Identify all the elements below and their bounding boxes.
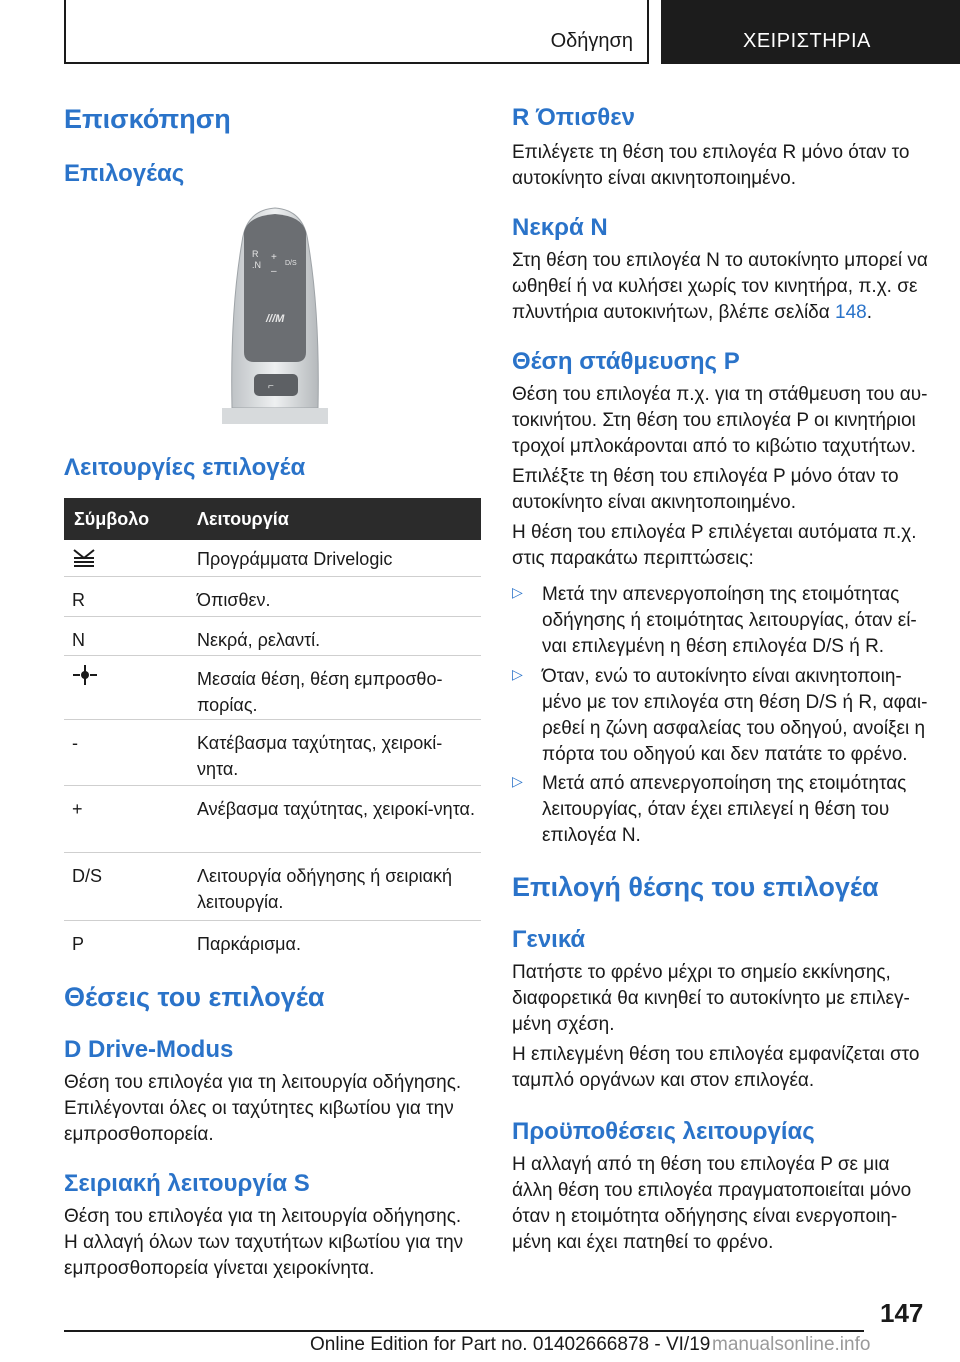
- neutral-text: Στη θέση του επιλογέα N το αυτοκίνητο μπορεί να ωθηθεί ή να κυλήσει χωρίς τον κινητήρα, π.χ. σε πλυντήρια αυτοκινήτων, βλέπε σελίδα 148.: [512, 250, 928, 323]
- general-text-2: Η επιλεγμένη θέση του επιλογέα εμφανίζεται στο ταμπλό οργάνων και στον επιλογέα.: [512, 1044, 920, 1091]
- table-row: [64, 921, 481, 963]
- list-item-text: Όταν, ενώ το αυτοκίνητο είναι ακινητοποιη-μένο με τον επιλογέα στη θέση D/S ή R, αφαι-ρεθεί η ζώνη ασφαλείας του οδηγού, ανοίξει η πόρτα του οδηγού και δεν πατάτε το φρένο.: [542, 666, 928, 765]
- reverse-heading: R Όπισθεν: [512, 104, 635, 131]
- table-row: [64, 656, 481, 720]
- table-cell-function: Μεσαία θέση, θέση εμπροσθο-πορίας.: [197, 669, 443, 715]
- svg-text:///M: ///M: [266, 313, 285, 325]
- table-cell-function: Προγράμματα Drivelogic: [197, 549, 393, 569]
- serial-mode-heading: Σειριακή λειτουργία S: [64, 1170, 310, 1197]
- parking-text-1: Θέση του επιλογέα π.χ. για τη στάθμευση του αυ-τοκινήτου. Στη θέση του επιλογέα P οι κινητήριοι τροχοί μπλοκάρονται από το κιβώτιο ταχυτήτων.: [512, 384, 928, 457]
- table-cell-symbol: +: [72, 799, 83, 819]
- reverse-text: Επιλέγετε τη θέση του επιλογέα R μόνο όταν το αυτοκίνητο είναι ακινητοποιημένο.: [512, 142, 910, 189]
- svg-text:D/S: D/S: [285, 260, 297, 267]
- positions-heading: Θέσεις του επιλογέα: [64, 982, 325, 1012]
- table-cell-symbol: -: [72, 733, 78, 753]
- table-cell-symbol: P: [72, 934, 85, 954]
- selector-functions-table: [64, 498, 481, 963]
- header-section-box: [64, 0, 649, 64]
- table-row: [64, 786, 481, 853]
- triangle-bullet-icon: ▷: [512, 773, 523, 789]
- prerequisites-heading: Προϋποθέσεις λειτουργίας: [512, 1118, 815, 1145]
- functions-heading: Λειτουργίες επιλογέα: [64, 454, 306, 481]
- svg-text:⌐: ⌐: [268, 381, 274, 392]
- table-header-function: Λειτουργία: [197, 509, 289, 529]
- table-cell-function: Νεκρά, ρελαντί.: [197, 630, 321, 650]
- table-row: [64, 617, 481, 656]
- header-section-label: Οδήγηση: [550, 30, 633, 52]
- table-cell-function: Παρκάρισμα.: [197, 934, 301, 954]
- neutral-heading: Νεκρά N: [512, 214, 608, 241]
- svg-text:.N: .N: [252, 260, 261, 270]
- serial-mode-text: Θέση του επιλογέα για τη λειτουργία οδήγησης. Η αλλαγή όλων των ταχυτήτων κιβωτίου για την εμπροσθοπορεία γίνεται χειροκίνητα.: [64, 1206, 464, 1279]
- drivelogic-icon: [72, 548, 96, 575]
- selector-heading: Επιλογέας: [64, 160, 185, 187]
- neutral-text-body: Στη θέση του επιλογέα N το αυτοκίνητο μπορεί να ωθηθεί ή να κυλήσει χωρίς τον κινητήρα, π.χ. σε πλυντήρια αυτοκινήτων, βλέπε σελίδα: [512, 250, 928, 323]
- table-cell-function: Λειτουργία οδήγησης ή σειριακή λειτουργία.: [197, 866, 453, 912]
- table-cell-function: Ανέβασμα ταχύτητας, χειροκί-νητα.: [197, 799, 475, 819]
- select-position-heading: Επιλογή θέσης του επιλογέα: [512, 872, 879, 902]
- svg-text:–: –: [271, 266, 277, 277]
- table-cell-symbol: R: [72, 590, 85, 610]
- center-position-icon: [72, 664, 98, 693]
- general-heading: Γενικά: [512, 926, 586, 953]
- table-header-symbol: Σύμβολο: [74, 509, 150, 529]
- parking-text-2: Επιλέξτε τη θέση του επιλογέα P μόνο όταν το αυτοκίνητο είναι ακινητοποιημένο.: [512, 466, 899, 513]
- page-reference-link[interactable]: 148: [835, 302, 867, 323]
- header-chapter-label: ΧΕΙΡΙΣΤΗΡΙΑ: [743, 30, 871, 52]
- footer-edition: Online Edition for Part no. 01402666878 - VI/19: [310, 1334, 711, 1355]
- drive-mode-heading: D Drive-Modus: [64, 1036, 234, 1063]
- svg-text:R: R: [252, 249, 259, 259]
- drive-mode-text: Θέση του επιλογέα για τη λειτουργία οδήγησης. Επιλέγονται όλες οι ταχύτητες κιβωτίου για την εμπροσθοπορεία.: [64, 1072, 462, 1145]
- footer-divider: [64, 1330, 864, 1332]
- table-header: [64, 498, 481, 540]
- table-cell-function: Κατέβασμα ταχύτητας, χειροκί-νητα.: [197, 733, 443, 779]
- triangle-bullet-icon: ▷: [512, 584, 523, 600]
- table-row: [64, 853, 481, 921]
- header-chapter-box: [661, 0, 960, 64]
- page-number: 147: [880, 1298, 924, 1328]
- triangle-bullet-icon: ▷: [512, 666, 523, 682]
- svg-text:+: +: [271, 252, 277, 263]
- table-row: [64, 577, 481, 617]
- general-text-1: Πατήστε το φρένο μέχρι το σημείο εκκίνησης, διαφορετικά θα κινηθεί το αυτοκίνητο με επιλεγ-μένη σχέση.: [512, 962, 910, 1035]
- parking-text-3: Η θέση του επιλογέα P επιλέγεται αυτόματα π.χ. στις παρακάτω περιπτώσεις:: [512, 522, 917, 569]
- watermark: manualsonline.info: [712, 1334, 871, 1355]
- table-row: [64, 720, 481, 786]
- table-cell-function: Όπισθεν.: [197, 590, 271, 610]
- parking-heading: Θέση στάθμευσης P: [512, 348, 740, 375]
- overview-heading: Επισκόπηση: [64, 104, 231, 134]
- table-cell-symbol: N: [72, 630, 85, 650]
- table-cell-symbol: D/S: [72, 866, 103, 886]
- list-item-text: Μετά από απενεργοποίηση της ετοιμότητας λειτουργίας, όταν έχει επιλεγεί η θέση του επιλογέα N.: [542, 773, 907, 846]
- list-item-text: Μετά την απενεργοποίηση της ετοιμότητας οδήγησης ή ετοιμότητας λειτουργίας, όταν εί-ναι επιλεγμένη η θέση επιλογέα D/S ή R.: [542, 584, 917, 657]
- table-row: [64, 540, 481, 577]
- prerequisites-text: Η αλλαγή από τη θέση του επιλογέα P σε μια άλλη θέση του επιλογέα πραγματοποιείται μόνο όταν η ετοιμότητα οδήγησης είναι ενεργοποιη-μένη και έχει πατηθεί το φρένο.: [512, 1154, 912, 1253]
- gear-selector-image: [222, 202, 328, 424]
